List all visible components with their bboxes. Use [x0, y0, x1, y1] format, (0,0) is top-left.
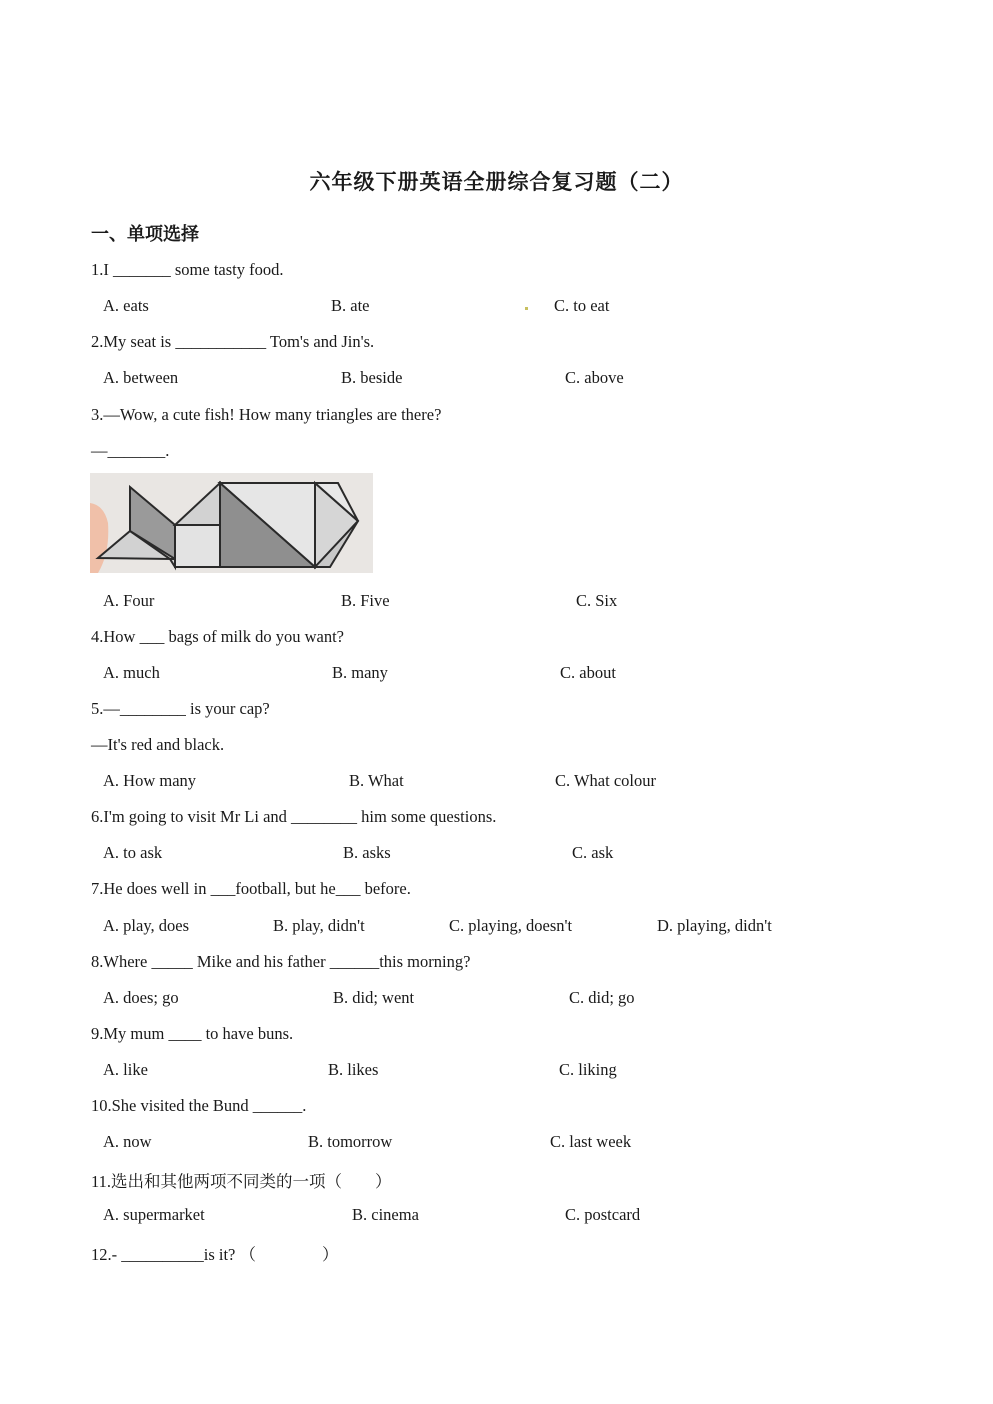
- q10-option-c: C. last week: [550, 1132, 632, 1151]
- q4-option-b: B. many: [332, 663, 388, 682]
- question-5-answer-line: —It's red and black.: [91, 735, 225, 754]
- question-6: 6.I'm going to visit Mr Li and ________ him some questions.: [91, 807, 497, 826]
- q11-option-a: A. supermarket: [103, 1205, 205, 1224]
- question-7: 7.He does well in ___football, but he___ before.: [91, 879, 411, 898]
- q9-option-b: B. likes: [328, 1060, 379, 1079]
- square-piece: [175, 525, 220, 567]
- q4-option-c: C. about: [560, 663, 616, 682]
- q9-option-a: A. like: [103, 1060, 148, 1079]
- q5-option-b: B. What: [349, 771, 404, 790]
- section-heading: 一、单项选择: [91, 224, 199, 244]
- q8-option-a: A. does; go: [103, 988, 179, 1007]
- q2-option-a: A. between: [103, 368, 179, 387]
- q8-option-b: B. did; went: [333, 988, 415, 1007]
- question-3-answer-line: —_______.: [91, 441, 170, 460]
- q3-option-a: A. Four: [103, 591, 155, 610]
- question-11: 11.选出和其他两项不同类的一项（ ）: [91, 1172, 392, 1191]
- q7-option-a: A. play, does: [103, 916, 189, 935]
- q1-option-c: C. to eat: [554, 296, 610, 315]
- q10-option-b: B. tomorrow: [308, 1132, 393, 1151]
- question-1: 1.I _______ some tasty food.: [91, 260, 284, 279]
- q4-option-a: A. much: [103, 663, 160, 682]
- question-12: 12.- __________is it? （ ）: [91, 1245, 339, 1264]
- q7-option-b: B. play, didn't: [273, 916, 365, 935]
- q3-option-b: B. Five: [341, 591, 390, 610]
- q11-option-b: B. cinema: [352, 1205, 419, 1224]
- q3-option-c: C. Six: [576, 591, 618, 610]
- q1-option-b: B. ate: [331, 296, 370, 315]
- q6-option-c: C. ask: [572, 843, 614, 862]
- scan-speck: [525, 307, 528, 310]
- q7-option-c: C. playing, doesn't: [449, 916, 573, 935]
- q10-option-a: A. now: [103, 1132, 152, 1151]
- q5-option-c: C. What colour: [555, 771, 656, 790]
- question-5: 5.—________ is your cap?: [91, 699, 270, 718]
- q5-option-a: A. How many: [103, 771, 197, 790]
- page-title: 六年级下册英语全册综合复习题（二）: [309, 170, 684, 194]
- q2-option-b: B. beside: [341, 368, 403, 387]
- question-3: 3.—Wow, a cute fish! How many triangles are there?: [91, 405, 442, 424]
- q7-option-d: D. playing, didn't: [657, 916, 772, 935]
- q6-option-a: A. to ask: [103, 843, 163, 862]
- q9-option-c: C. liking: [559, 1060, 617, 1079]
- q8-option-c: C. did; go: [569, 988, 635, 1007]
- tangram-fish-figure: [90, 473, 373, 573]
- question-8: 8.Where _____ Mike and his father ______this morning?: [91, 952, 471, 971]
- question-2: 2.My seat is ___________ Tom's and Jin's.: [91, 332, 375, 351]
- question-9: 9.My mum ____ to have buns.: [91, 1024, 294, 1043]
- q11-option-c: C. postcard: [565, 1205, 641, 1224]
- question-4: 4.How ___ bags of milk do you want?: [91, 627, 344, 646]
- q2-option-c: C. above: [565, 368, 624, 387]
- q6-option-b: B. asks: [343, 843, 391, 862]
- question-10: 10.She visited the Bund ______.: [91, 1096, 307, 1115]
- q1-option-a: A. eats: [103, 296, 149, 315]
